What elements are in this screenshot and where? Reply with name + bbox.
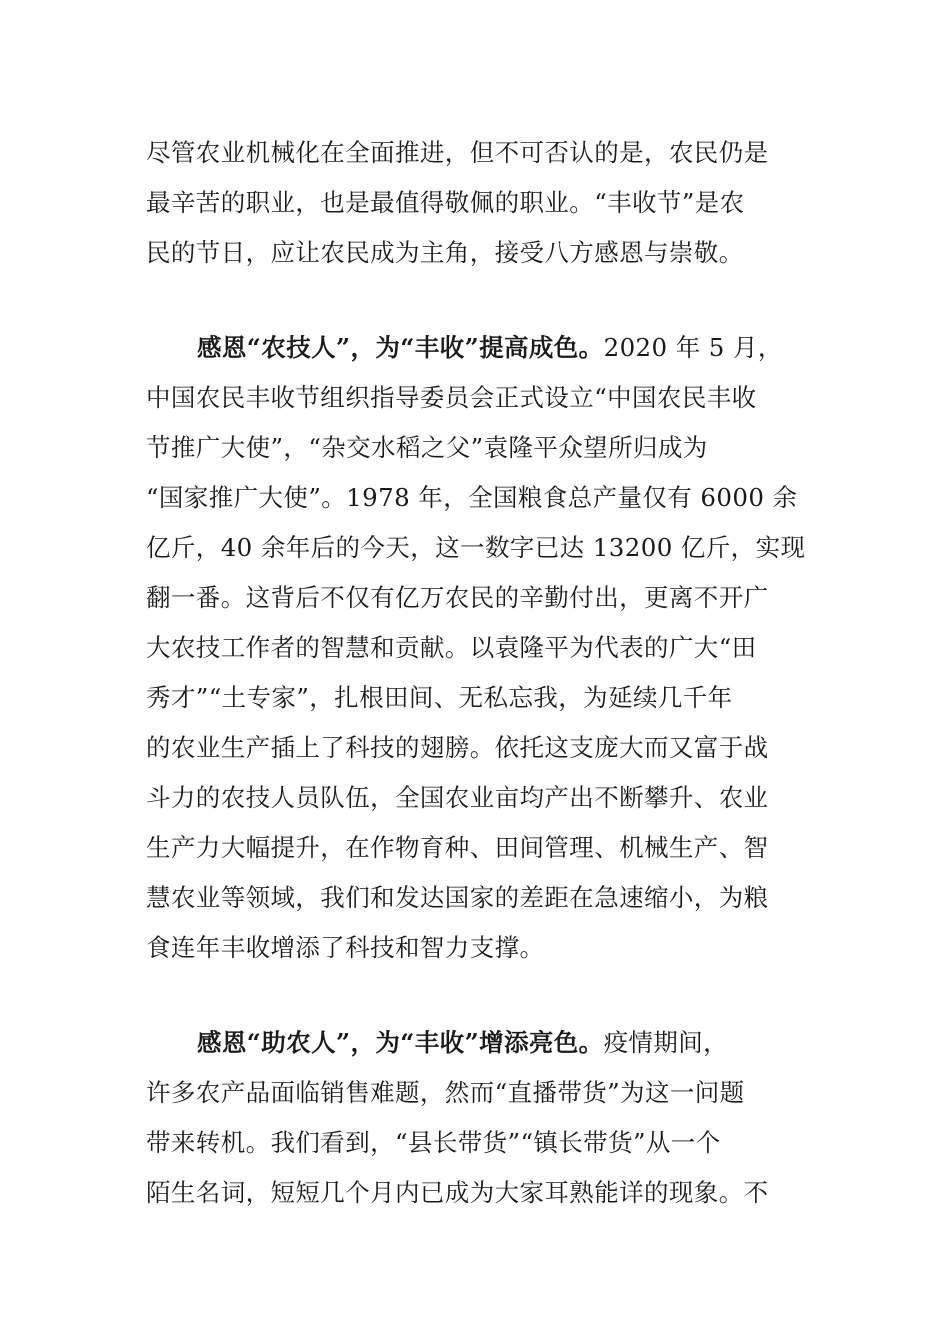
text-line: 陌生名词，短短几个月内已成为大家耳熟能详的现象。不 xyxy=(146,1178,769,1207)
paragraph-first-line xyxy=(146,1018,806,1068)
section-heading: 感恩“助农人”，为“丰收”增添亮色。 xyxy=(197,1028,604,1057)
text-line: 节推广大使”，“杂交水稻之父”袁隆平众望所归成为 xyxy=(146,433,708,462)
text-line: 慧农业等领域，我们和发达国家的差距在急速缩小，为粮 xyxy=(146,883,769,912)
text-line: 食连年丰收增添了科技和智力支撑。 xyxy=(146,933,545,962)
text-line: 许多农产品面临销售难题，然而“直播带货”为这一问题 xyxy=(146,1078,745,1107)
text-line: 生产力大幅提升，在作物育种、田间管理、机械生产、智 xyxy=(146,833,769,862)
text-line: 民的节日，应让农民成为主角，接受八方感恩与崇敬。 xyxy=(146,238,744,267)
text-line: 尽管农业机械化在全面推进，但不可否认的是，农民仍是 xyxy=(146,138,769,167)
paragraph-3 xyxy=(146,1018,806,1218)
text-line: 亿斤，40 余年后的今天，这一数字已达 13200 亿斤，实现 xyxy=(146,533,806,562)
text-line: 斗力的农技人员队伍，全国农业亩均产出不断攀升、农业 xyxy=(146,783,769,812)
paragraph-spacer xyxy=(146,278,806,323)
text-line: “国家推广大使”。1978 年，全国粮食总产量仅有 6000 余 xyxy=(146,483,798,512)
text-line: 最辛苦的职业，也是最值得敬佩的职业。“丰收节”是农 xyxy=(146,188,745,217)
text-run: 疫情期间， xyxy=(603,1028,729,1057)
section-heading: 感恩“农技人”，为“丰收”提高成色。 xyxy=(197,333,604,362)
paragraph-first-line xyxy=(146,323,806,373)
paragraph-1 xyxy=(146,128,806,278)
text-run: 2020 年 5 月， xyxy=(603,333,783,362)
text-line: 的农业生产插上了科技的翅膀。依托这支庞大而又富于战 xyxy=(146,733,769,762)
paragraph-2 xyxy=(146,323,806,973)
text-line: 秀才”“土专家”，扎根田间、无私忘我，为延续几千年 xyxy=(146,683,733,712)
text-line: 翻一番。这背后不仅有亿万农民的辛勤付出，更离不开广 xyxy=(146,583,769,612)
document-page xyxy=(146,128,806,1218)
text-line: 带来转机。我们看到，“县长带货”“镇长带货”从一个 xyxy=(146,1128,721,1157)
paragraph-spacer xyxy=(146,973,806,1018)
text-line: 大农技工作者的智慧和贡献。以袁隆平为代表的广大“田 xyxy=(146,633,757,662)
text-line: 中国农民丰收节组织指导委员会正式设立“中国农民丰收 xyxy=(146,383,757,412)
